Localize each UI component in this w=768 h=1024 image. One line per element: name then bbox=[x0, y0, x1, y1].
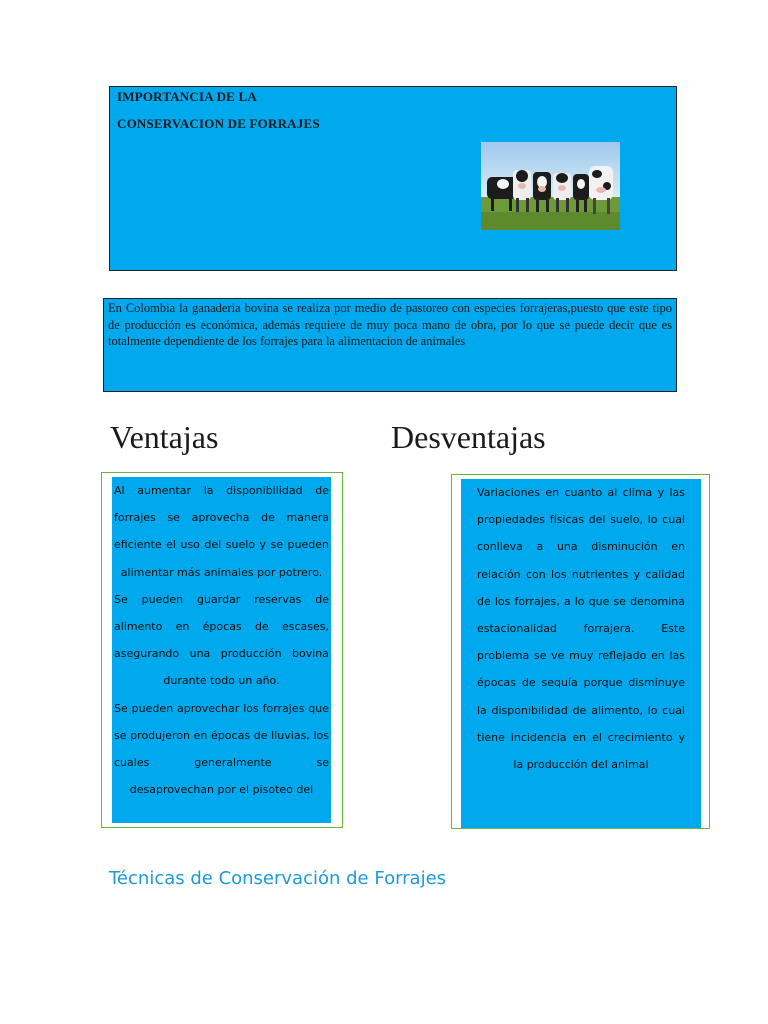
desventajas-paragraph: Variaciones en cuanto al clima y las propiedades físicas del suelo, lo cual conlleva a una disminución en relación con los nutrientes y calidad de los forrajes, a lo que se denomina estacionalidad forrajera. Este problema se ve muy reflejado en las épocas de sequía porque disminuye la disponibilidad de alimento, lo cual tiene incidencia en el crecimiento y la producción del animal bbox=[477, 486, 685, 772]
cows-photo bbox=[481, 142, 620, 230]
ventajas-paragraph: Al aumentar la disponibilidad de forrajes se aprovecha de manera eficiente el uso del suelo y se pueden alimentar más animales por potrero. bbox=[114, 484, 329, 579]
ventajas-panel bbox=[112, 477, 331, 823]
ventajas-paragraph: Se pueden aprovechar los forrajes que se produjeron en épocas de lluvias, los cuales generalmente se desaprovechan por el pisoteo del bbox=[114, 701, 329, 797]
title-box bbox=[109, 86, 677, 271]
desventajas-panel bbox=[461, 479, 701, 828]
desventajas-heading: Desventajas bbox=[391, 419, 546, 455]
desventajas-frame bbox=[451, 474, 710, 829]
title-line-1: IMPORTANCIA DE LA bbox=[117, 89, 257, 104]
ventajas-frame bbox=[101, 472, 343, 828]
title-line-2: CONSERVACION DE FORRAJES bbox=[117, 116, 320, 131]
ventajas-heading: Ventajas bbox=[110, 419, 219, 455]
ventajas-paragraph: Se pueden guardar reservas de alimento en épocas de escases, asegurando una producción bovina durante todo un año. bbox=[114, 592, 329, 688]
intro-box bbox=[103, 298, 677, 392]
section-heading: Técnicas de Conservación de Forrajes bbox=[109, 868, 447, 889]
intro-paragraph: En Colombia la ganaderia bovina se realiza por medio de pastoreo con especies forrajeras,puesto que este tipo de producción es económica, además requiere de muy poca mano de obra, por lo que se puede decir que es totalmente dependiente de los forrajes para la alimentacion de animales bbox=[108, 301, 672, 348]
